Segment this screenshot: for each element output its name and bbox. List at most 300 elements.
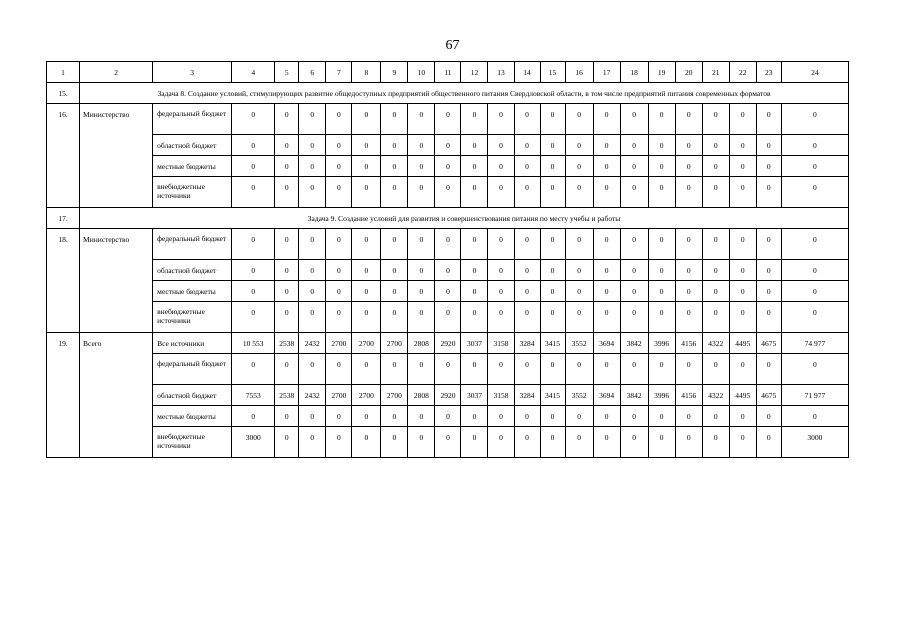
value-cell: 0	[593, 260, 620, 281]
table-row	[47, 156, 849, 177]
funding-source: областной бюджет	[153, 385, 232, 406]
value-cell: 0	[299, 281, 326, 302]
value-cell: 0	[461, 229, 488, 260]
value-cell: 0	[381, 302, 408, 333]
value-cell: 0	[540, 406, 565, 427]
funding-source: местные бюджеты	[153, 406, 232, 427]
value-cell: 0	[326, 406, 352, 427]
value-cell: 0	[232, 406, 275, 427]
value-cell: 2700	[352, 385, 381, 406]
funding-source: Все источники	[153, 333, 232, 354]
value-cell: 0	[702, 302, 729, 333]
value-cell: 0	[756, 260, 781, 281]
value-cell: 0	[514, 281, 540, 302]
value-cell: 0	[275, 135, 299, 156]
value-cell: 0	[381, 156, 408, 177]
value-cell: 0	[488, 354, 514, 385]
value-cell: 0	[675, 302, 702, 333]
value-cell: 3552	[565, 385, 593, 406]
value-cell: 0	[648, 302, 675, 333]
value-cell: 2700	[326, 385, 352, 406]
value-cell: 0	[232, 135, 275, 156]
value-cell: 0	[756, 354, 781, 385]
value-cell: 0	[381, 406, 408, 427]
table-row	[47, 281, 849, 302]
value-cell: 2920	[435, 333, 461, 354]
value-cell: 0	[461, 281, 488, 302]
header-cell: 3	[153, 62, 232, 83]
table-row	[47, 406, 849, 427]
value-cell: 0	[540, 104, 565, 135]
value-cell: 0	[675, 229, 702, 260]
value-cell: 0	[435, 104, 461, 135]
value-cell: 0	[593, 156, 620, 177]
value-cell: 0	[514, 104, 540, 135]
value-cell: 0	[299, 177, 326, 208]
value-cell: 0	[729, 177, 756, 208]
task-row	[47, 208, 849, 229]
value-cell: 0	[275, 156, 299, 177]
value-cell: 0	[381, 177, 408, 208]
value-cell: 0	[729, 354, 756, 385]
value-cell: 0	[352, 406, 381, 427]
value-cell: 0	[435, 229, 461, 260]
value-cell: 0	[232, 177, 275, 208]
task-row	[47, 83, 849, 104]
value-cell: 0	[593, 135, 620, 156]
value-cell: 0	[326, 260, 352, 281]
value-cell: 4322	[702, 333, 729, 354]
value-cell: 2700	[352, 333, 381, 354]
value-cell: 0	[729, 104, 756, 135]
value-cell: 0	[648, 406, 675, 427]
table-row	[47, 229, 849, 260]
value-cell: 0	[729, 135, 756, 156]
value-cell: 3842	[620, 333, 648, 354]
value-cell: 10 553	[232, 333, 275, 354]
value-cell: 3694	[593, 385, 620, 406]
value-cell: 0	[620, 156, 648, 177]
value-cell: 0	[648, 135, 675, 156]
value-cell: 0	[565, 229, 593, 260]
value-cell: 0	[408, 260, 435, 281]
value-cell: 0	[381, 135, 408, 156]
value-cell: 0	[565, 354, 593, 385]
value-cell: 0	[408, 302, 435, 333]
header-cell: 2	[80, 62, 153, 83]
value-cell: 0	[648, 104, 675, 135]
value-cell: 0	[781, 177, 848, 208]
row-number: 19.	[47, 333, 80, 458]
value-cell: 0	[408, 135, 435, 156]
executor-name: Министерство	[80, 229, 153, 333]
value-cell: 0	[781, 260, 848, 281]
value-cell: 7553	[232, 385, 275, 406]
value-cell: 0	[540, 229, 565, 260]
value-cell: 0	[275, 260, 299, 281]
value-cell: 0	[408, 281, 435, 302]
value-cell: 2920	[435, 385, 461, 406]
value-cell: 0	[299, 229, 326, 260]
value-cell: 0	[352, 281, 381, 302]
value-cell: 0	[593, 104, 620, 135]
value-cell: 0	[620, 104, 648, 135]
value-cell: 0	[702, 281, 729, 302]
value-cell: 71 977	[781, 385, 848, 406]
value-cell: 0	[232, 302, 275, 333]
budget-table	[46, 61, 849, 458]
value-cell: 0	[781, 302, 848, 333]
value-cell: 0	[648, 281, 675, 302]
value-cell: 0	[488, 427, 514, 458]
value-cell: 0	[514, 354, 540, 385]
value-cell: 0	[435, 354, 461, 385]
value-cell: 0	[565, 302, 593, 333]
value-cell: 3037	[461, 385, 488, 406]
value-cell: 3415	[540, 333, 565, 354]
value-cell: 0	[675, 260, 702, 281]
table-row	[47, 260, 849, 281]
value-cell: 2538	[275, 385, 299, 406]
value-cell: 0	[620, 302, 648, 333]
header-cell: 23	[756, 62, 781, 83]
value-cell: 0	[381, 229, 408, 260]
value-cell: 0	[299, 104, 326, 135]
value-cell: 0	[620, 427, 648, 458]
value-cell: 0	[702, 427, 729, 458]
value-cell: 0	[232, 156, 275, 177]
value-cell: 0	[275, 427, 299, 458]
value-cell: 0	[781, 135, 848, 156]
value-cell: 3552	[565, 333, 593, 354]
value-cell: 0	[540, 135, 565, 156]
value-cell: 0	[514, 156, 540, 177]
value-cell: 0	[232, 281, 275, 302]
header-cell: 12	[461, 62, 488, 83]
value-cell: 0	[620, 177, 648, 208]
value-cell: 0	[326, 156, 352, 177]
value-cell: 0	[435, 302, 461, 333]
value-cell: 0	[352, 260, 381, 281]
value-cell: 3037	[461, 333, 488, 354]
funding-source: местные бюджеты	[153, 281, 232, 302]
value-cell: 0	[461, 260, 488, 281]
value-cell: 0	[702, 406, 729, 427]
value-cell: 3000	[781, 427, 848, 458]
value-cell: 0	[540, 177, 565, 208]
header-cell: 14	[514, 62, 540, 83]
value-cell: 0	[299, 354, 326, 385]
value-cell: 0	[352, 229, 381, 260]
value-cell: 0	[381, 104, 408, 135]
value-cell: 0	[540, 156, 565, 177]
funding-source: местные бюджеты	[153, 156, 232, 177]
value-cell: 0	[675, 135, 702, 156]
row-number: 17.	[47, 208, 80, 229]
value-cell: 0	[702, 104, 729, 135]
header-cell: 21	[702, 62, 729, 83]
value-cell: 0	[702, 135, 729, 156]
value-cell: 0	[675, 427, 702, 458]
value-cell: 0	[275, 302, 299, 333]
value-cell: 0	[461, 177, 488, 208]
page-number: 67	[445, 38, 460, 53]
value-cell: 0	[540, 260, 565, 281]
value-cell: 0	[565, 104, 593, 135]
value-cell: 0	[381, 281, 408, 302]
value-cell: 0	[326, 427, 352, 458]
value-cell: 0	[756, 229, 781, 260]
header-row	[47, 62, 849, 83]
value-cell: 0	[435, 156, 461, 177]
value-cell: 0	[702, 260, 729, 281]
table-row	[47, 302, 849, 333]
value-cell: 3842	[620, 385, 648, 406]
value-cell: 2808	[408, 385, 435, 406]
value-cell: 3996	[648, 385, 675, 406]
value-cell: 0	[648, 354, 675, 385]
value-cell: 0	[675, 156, 702, 177]
value-cell: 0	[729, 229, 756, 260]
value-cell: 0	[352, 104, 381, 135]
value-cell: 3158	[488, 385, 514, 406]
value-cell: 0	[488, 302, 514, 333]
header-cell: 7	[326, 62, 352, 83]
value-cell: 0	[461, 354, 488, 385]
table-row	[47, 385, 849, 406]
value-cell: 2700	[326, 333, 352, 354]
value-cell: 0	[756, 156, 781, 177]
executor-name: Всего	[80, 333, 153, 458]
value-cell: 4675	[756, 333, 781, 354]
value-cell: 0	[435, 260, 461, 281]
value-cell: 0	[756, 135, 781, 156]
value-cell: 0	[326, 229, 352, 260]
header-cell: 15	[540, 62, 565, 83]
header-cell: 19	[648, 62, 675, 83]
value-cell: 0	[275, 354, 299, 385]
header-cell: 13	[488, 62, 514, 83]
value-cell: 3000	[232, 427, 275, 458]
value-cell: 0	[675, 354, 702, 385]
table-row	[47, 135, 849, 156]
value-cell: 0	[514, 302, 540, 333]
value-cell: 0	[408, 229, 435, 260]
value-cell: 0	[326, 354, 352, 385]
value-cell: 3694	[593, 333, 620, 354]
value-cell: 0	[540, 427, 565, 458]
value-cell: 2538	[275, 333, 299, 354]
value-cell: 0	[565, 427, 593, 458]
header-cell: 18	[620, 62, 648, 83]
value-cell: 0	[702, 229, 729, 260]
value-cell: 0	[232, 104, 275, 135]
value-cell: 3158	[488, 333, 514, 354]
header-cell: 11	[435, 62, 461, 83]
value-cell: 0	[540, 302, 565, 333]
value-cell: 0	[648, 260, 675, 281]
value-cell: 0	[408, 104, 435, 135]
value-cell: 0	[620, 354, 648, 385]
value-cell: 0	[435, 406, 461, 427]
value-cell: 0	[275, 229, 299, 260]
value-cell: 0	[756, 104, 781, 135]
value-cell: 0	[565, 260, 593, 281]
value-cell: 0	[299, 427, 326, 458]
value-cell: 0	[488, 406, 514, 427]
value-cell: 0	[514, 427, 540, 458]
row-number: 16.	[47, 104, 80, 208]
funding-source: областной бюджет	[153, 135, 232, 156]
funding-source: федеральный бюджет	[153, 104, 232, 135]
value-cell: 0	[381, 260, 408, 281]
value-cell: 0	[381, 354, 408, 385]
value-cell: 0	[756, 302, 781, 333]
value-cell: 0	[461, 302, 488, 333]
value-cell: 0	[620, 135, 648, 156]
value-cell: 0	[593, 406, 620, 427]
header-cell: 9	[381, 62, 408, 83]
value-cell: 0	[593, 354, 620, 385]
value-cell: 0	[488, 229, 514, 260]
value-cell: 0	[781, 229, 848, 260]
value-cell: 0	[756, 177, 781, 208]
value-cell: 0	[299, 156, 326, 177]
value-cell: 0	[514, 229, 540, 260]
table-row	[47, 354, 849, 385]
header-cell: 16	[565, 62, 593, 83]
value-cell: 0	[729, 406, 756, 427]
value-cell: 0	[275, 177, 299, 208]
value-cell: 0	[565, 135, 593, 156]
value-cell: 0	[756, 406, 781, 427]
value-cell: 0	[232, 229, 275, 260]
value-cell: 0	[729, 302, 756, 333]
value-cell: 0	[593, 302, 620, 333]
value-cell: 0	[326, 302, 352, 333]
value-cell: 0	[702, 177, 729, 208]
value-cell: 0	[540, 281, 565, 302]
value-cell: 0	[435, 427, 461, 458]
value-cell: 0	[435, 135, 461, 156]
table-row	[47, 104, 849, 135]
value-cell: 0	[648, 156, 675, 177]
value-cell: 4495	[729, 333, 756, 354]
value-cell: 0	[781, 354, 848, 385]
header-cell: 20	[675, 62, 702, 83]
value-cell: 0	[675, 177, 702, 208]
value-cell: 0	[620, 229, 648, 260]
value-cell: 0	[781, 281, 848, 302]
value-cell: 0	[352, 354, 381, 385]
value-cell: 0	[488, 104, 514, 135]
header-cell: 22	[729, 62, 756, 83]
header-cell: 24	[781, 62, 848, 83]
value-cell: 0	[729, 156, 756, 177]
header-cell: 5	[275, 62, 299, 83]
value-cell: 0	[620, 260, 648, 281]
value-cell: 0	[408, 354, 435, 385]
funding-source: федеральный бюджет	[153, 229, 232, 260]
task-title: Задача 8. Создание условий, стимулирующих развитие общедоступных предприятий общественного питания Свердловской области, в том числе предприятий питания современных форматов	[80, 83, 849, 104]
value-cell: 0	[756, 281, 781, 302]
value-cell: 0	[514, 135, 540, 156]
value-cell: 4156	[675, 385, 702, 406]
value-cell: 3284	[514, 333, 540, 354]
header-cell: 10	[408, 62, 435, 83]
value-cell: 0	[488, 135, 514, 156]
value-cell: 3415	[540, 385, 565, 406]
value-cell: 4156	[675, 333, 702, 354]
value-cell: 0	[232, 354, 275, 385]
value-cell: 0	[461, 104, 488, 135]
value-cell: 0	[461, 135, 488, 156]
table-row	[47, 427, 849, 458]
value-cell: 0	[352, 427, 381, 458]
value-cell: 0	[514, 177, 540, 208]
value-cell: 0	[702, 156, 729, 177]
value-cell: 0	[352, 177, 381, 208]
value-cell: 4495	[729, 385, 756, 406]
value-cell: 4322	[702, 385, 729, 406]
value-cell: 0	[408, 177, 435, 208]
value-cell: 0	[352, 135, 381, 156]
header-cell: 8	[352, 62, 381, 83]
value-cell: 3996	[648, 333, 675, 354]
value-cell: 0	[565, 177, 593, 208]
value-cell: 0	[781, 104, 848, 135]
value-cell: 0	[514, 406, 540, 427]
value-cell: 0	[593, 229, 620, 260]
value-cell: 0	[488, 156, 514, 177]
value-cell: 0	[565, 406, 593, 427]
value-cell: 0	[408, 406, 435, 427]
value-cell: 0	[565, 156, 593, 177]
value-cell: 0	[299, 406, 326, 427]
funding-source: внебюджетные источники	[153, 177, 232, 208]
table-row	[47, 333, 849, 354]
value-cell: 0	[408, 156, 435, 177]
value-cell: 0	[781, 406, 848, 427]
value-cell: 0	[299, 260, 326, 281]
value-cell: 0	[702, 354, 729, 385]
value-cell: 0	[729, 427, 756, 458]
value-cell: 0	[781, 156, 848, 177]
funding-source: областной бюджет	[153, 260, 232, 281]
row-number: 15.	[47, 83, 80, 104]
executor-name: Министерство	[80, 104, 153, 208]
value-cell: 0	[408, 427, 435, 458]
value-cell: 0	[461, 427, 488, 458]
value-cell: 0	[326, 177, 352, 208]
value-cell: 0	[648, 229, 675, 260]
value-cell: 0	[275, 406, 299, 427]
funding-source: внебюджетные источники	[153, 427, 232, 458]
value-cell: 0	[648, 427, 675, 458]
value-cell: 0	[461, 156, 488, 177]
value-cell: 0	[675, 104, 702, 135]
value-cell: 0	[232, 260, 275, 281]
header-cell: 6	[299, 62, 326, 83]
value-cell: 0	[675, 406, 702, 427]
value-cell: 0	[381, 427, 408, 458]
value-cell: 0	[275, 104, 299, 135]
value-cell: 0	[488, 260, 514, 281]
value-cell: 0	[326, 281, 352, 302]
task-title: Задача 9. Создание условий для развития и совершенствования питания по месту учебы и работы	[80, 208, 849, 229]
value-cell: 0	[729, 281, 756, 302]
value-cell: 2700	[381, 385, 408, 406]
